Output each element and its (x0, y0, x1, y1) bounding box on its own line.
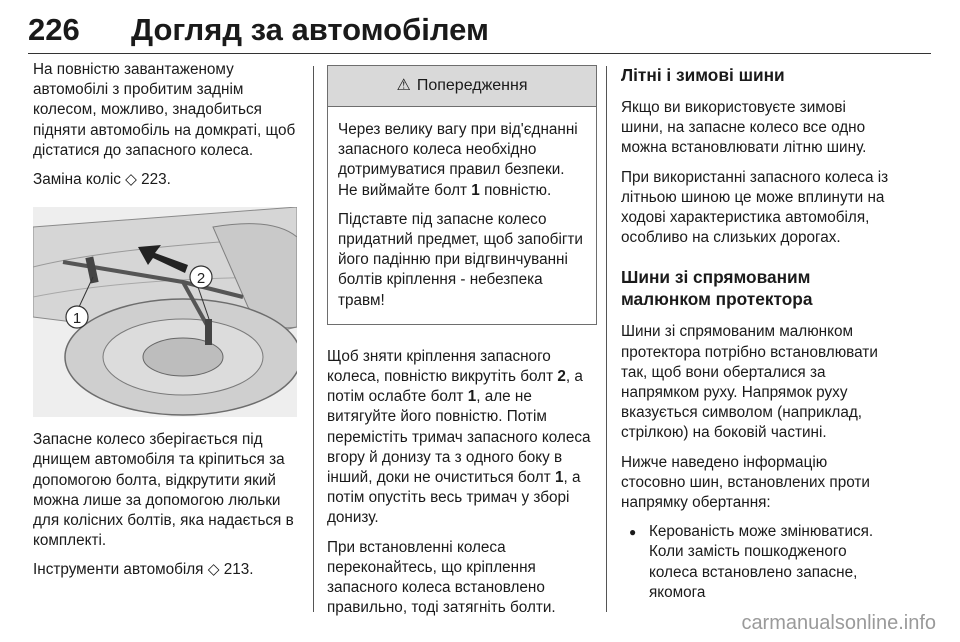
callout-1-label: 1 (72, 310, 82, 328)
page-reference-link[interactable]: 213. (223, 561, 254, 579)
paragraph: Якщо ви використовуєте зимові шини, на запасне колесо все одно можна встановлювати літню шину. (621, 99, 867, 157)
paragraph: На повністю завантаженому автомобілі з пробитим заднім колесом, можливо, знадобиться підняти автомобіль на домкраті, щоб дістатися до запасного колеса. (33, 61, 296, 159)
column-2 (327, 60, 595, 627)
warning-box (327, 65, 597, 325)
chapter-title: Догляд за автомобілем (131, 12, 489, 47)
paragraph: Щоб зняти кріплення запасного колеса, повністю викрутіть болт 2, а потім ослабте болт 1, але не витягуйте його повністю. Потім перемістіть тримач запасного колеса вгору й донизу та з одного боку в інший, доки не очиститься болт 1, а потім опустіть весь тримач у зборі донизу. (327, 347, 591, 527)
section-heading: Літні і зимові шини (621, 65, 785, 85)
warning-paragraph: Підставте під запасне колесо придатний предмет, щоб запобігти його падінню при відгвинчуванні болтів кріплення - небезпека травм! (338, 210, 583, 309)
page-reference-link[interactable]: 223. (141, 171, 171, 189)
page-reference-icon: ◇ (207, 561, 220, 579)
column-3 (621, 64, 891, 603)
section-heading: Шини зі спрямованим малюнком протектора (621, 267, 813, 310)
cross-reference: Інструменти автомобіля ◇ 213. (33, 561, 254, 579)
column-1 (33, 60, 303, 590)
cross-reference: Заміна коліс ◇ 223. (33, 171, 171, 189)
list-item: ● Керованість може змінюватися. Коли замість пошкодженого колеса встановлено запасне, якомога (621, 522, 891, 603)
spare-wheel-illustration (33, 207, 297, 417)
warning-title: Попередження (416, 76, 528, 94)
paragraph: При використанні запасного колеса із літньою шиною це може вплинути на ходові характеристика автомобіля, особливо на слизьких дорогах. (621, 168, 889, 247)
paragraph: Шини зі спрямованим малюнком протектора потрібно встановлювати так, щоб вони оберталися за напрямком руху. Напрямок руху вказується символом (наприклад, стрілкою) на боковій частині. (621, 323, 878, 442)
column-divider-1 (313, 66, 314, 612)
page-number: 226 (28, 12, 80, 47)
spare-wheel-figure (33, 207, 297, 417)
warning-paragraph: Через велику вагу при від'єднанні запасного колеса необхідно дотримуватися правил безпеки. Не виймайте болт 1 повністю. (338, 121, 578, 199)
warning-icon: ⚠ (396, 76, 411, 94)
callout-2-label: 2 (196, 270, 206, 288)
bullet-list (621, 522, 891, 603)
paragraph: Запасне колесо зберігається під днищем автомобіля та кріпиться за допомогою болта, відкрутити який можна лише за допомогою люльки для колісних болтів, яка надається в комплекті. (33, 431, 294, 550)
column-divider-2 (606, 66, 607, 612)
page-reference-icon: ◇ (125, 171, 137, 189)
warning-body (328, 107, 596, 324)
page-header (28, 10, 931, 50)
paragraph: При встановленні колеса переконайтесь, що кріплення запасного колеса встановлено правильно, тоді затягніть болти. (327, 538, 556, 617)
paragraph: Нижче наведено інформацію стосовно шин, встановлених проти напрямку обертання: (621, 453, 870, 512)
watermark: carmanualsonline.info (741, 612, 936, 634)
warning-header (328, 66, 596, 107)
header-divider (28, 53, 931, 54)
